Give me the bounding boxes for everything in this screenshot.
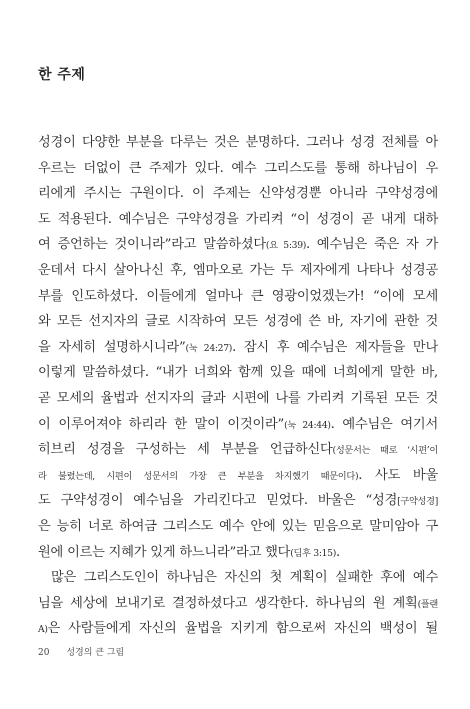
text-run: 성경이 다양한 부분을 다루는 것은 분명하다. 그러나 성경 전체를 아 [38, 135, 438, 150]
running-title: 성경의 큰 그림 [66, 648, 125, 658]
reference-note: 라 불렸는데, 시편이 성문서의 가장 큰 부분을 차지했기 때문이다) [38, 470, 359, 482]
reference-note: (눅 24:44) [284, 419, 331, 431]
text-run: 이 이루어져야 하리라 한 말이 이것이라” [38, 416, 285, 432]
text-run: 리에게 주시는 구원이다. 이 주제는 신약성경뿐 아니라 구약성경에 [38, 186, 438, 202]
text-line [38, 284, 438, 310]
text-run: 우르는 더없이 큰 주제가 있다. 예수 그리스도를 통해 하나님이 우 [38, 160, 438, 176]
text-line [38, 156, 438, 182]
text-run: 도 적용된다. 예수님은 구약성경을 가리켜 “이 성경이 곧 내게 대하 [38, 211, 438, 227]
text-line [38, 514, 438, 540]
text-line [38, 616, 438, 642]
section-heading: 한 주제 [38, 67, 86, 83]
text-line [38, 412, 438, 438]
text-line [38, 232, 438, 258]
text-line [38, 463, 438, 489]
text-line [38, 386, 438, 412]
text-run: . 예수님은 여기서 [330, 416, 438, 432]
text-run: . 예수님은 죽은 자 가 [306, 237, 438, 253]
page-number: 20 [38, 648, 50, 658]
reference-note: (플랜 [417, 598, 438, 610]
text-run: 을 자세히 설명하시니라” [38, 339, 186, 355]
text-line [38, 258, 438, 284]
reference-note: (요 5:39) [265, 240, 307, 252]
text-line [38, 309, 438, 335]
reference-note: (딤후 3:15) [290, 547, 336, 559]
text-line [38, 130, 438, 156]
text-line [38, 437, 438, 463]
text-line [38, 540, 438, 566]
text-run: . 잠시 후 예수님은 제자들을 만나 [232, 339, 438, 355]
text-run: . [336, 544, 340, 560]
text-line [38, 360, 438, 386]
text-run: 여 증언하는 것이니라”라고 말씀하셨다 [38, 237, 266, 253]
text-run: 와 모든 선지자의 글로 시작하여 모든 성경에 쓴 바, 자기에 관한 것 [38, 314, 438, 330]
text-line [38, 335, 438, 361]
text-line [38, 181, 438, 207]
text-run: 곧 모세의 율법과 선지자의 글과 시편에 나를 가리켜 기록된 모든 것 [38, 390, 438, 406]
text-run: 님을 세상에 보내기로 결정하셨다고 생각한다. 하나님의 원 계획 [38, 595, 418, 611]
text-run: 이렇게 말씀하셨다. “내가 너희와 함께 있을 때에 너희에게 말한 바, [38, 365, 438, 381]
reference-note: A) [38, 624, 48, 636]
text-line [38, 565, 438, 591]
text-run: 도 구약성경이 예수님을 가리킨다고 믿었다. 바울은 “성경 [38, 493, 398, 509]
text-line [38, 207, 438, 233]
body-text [38, 130, 438, 642]
text-run: . 사도 바울 [358, 467, 438, 483]
text-run: 원에 이르는 지혜가 있게 하느니라”라고 했다 [38, 544, 291, 560]
text-run: 운데서 다시 살아나신 후, 엠마오로 가는 두 제자에게 나타나 성경공 [38, 262, 438, 278]
text-run: 은 사람들에게 자신의 율법을 지키게 함으로써 자신의 백성이 될 [47, 621, 438, 637]
reference-note: (눅 24:27) [185, 342, 233, 354]
reference-note: (성문서는 때로 ‘시편’이 [332, 445, 439, 457]
text-line [38, 591, 438, 617]
text-line [38, 488, 438, 514]
page-footer [38, 645, 124, 658]
text-run: 많은 그리스도인이 하나님은 자신의 첫 계획이 실패한 후에 예수 [51, 570, 438, 586]
text-run: 부를 인도하셨다. 이들에게 얼마나 큰 영광이었겠는가! “이에 모세 [38, 288, 438, 304]
text-run: 히브리 성경을 구성하는 세 부분을 언급하신다 [38, 442, 333, 458]
text-run: 은 능히 너로 하여금 그리스도 예수 안에 있는 믿음으로 말미암아 구 [38, 518, 438, 534]
reference-note: [구약성경] [397, 496, 438, 508]
